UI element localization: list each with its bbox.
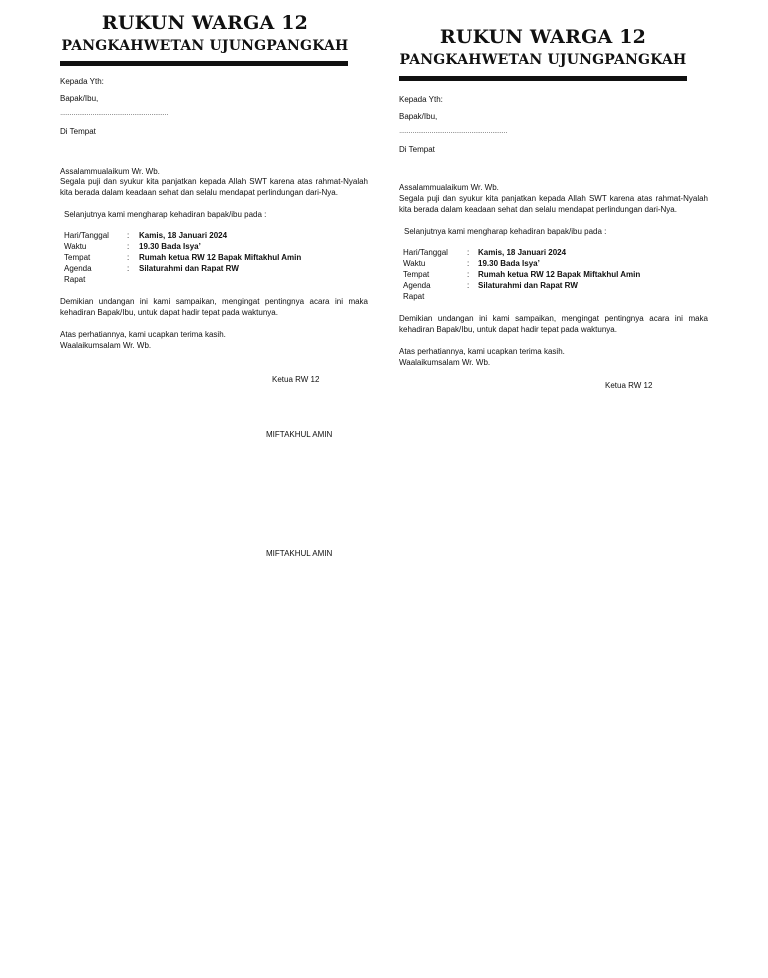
invitation-letter-right: [384, 0, 768, 978]
signer-name-duplicate: MIFTAKHUL AMIN: [266, 549, 333, 558]
detail-value: Silaturahmi dan Rapat RW: [139, 264, 239, 273]
detail-row: [64, 252, 364, 263]
letter-title-line2: PANGKAHWETAN UJUNGPANGKAH: [61, 38, 349, 54]
detail-colon: :: [127, 242, 130, 251]
detail-label: Waktu: [64, 242, 87, 251]
greeting: Assalammualaikum Wr. Wb.: [399, 183, 499, 192]
detail-value: 19.30 Bada Isya’: [478, 259, 540, 268]
recipient-dots: …………………………………………………: [60, 111, 169, 117]
invitation-text: Selanjutnya kami mengharap kehadiran bapak/ibu pada :: [64, 210, 267, 219]
detail-colon: :: [467, 248, 470, 257]
letter-title-line2: PANGKAHWETAN UJUNGPANGKAH: [399, 52, 687, 68]
closing-paragraph: Demikian undangan ini kami sampaikan, mengingat pentingnya acara ini maka kehadiran Bapak/Ibu, untuk dapat hadir tepat pada waktunya.: [60, 297, 368, 317]
detail-row: [64, 263, 364, 274]
signer-title: Ketua RW 12: [272, 375, 320, 384]
invitation-text: Selanjutnya kami mengharap kehadiran bapak/ibu pada :: [404, 227, 607, 236]
closing-paragraph: Demikian undangan ini kami sampaikan, mengingat pentingnya acara ini maka kehadiran Bapak/Ibu, untuk dapat hadir tepat pada waktunya.: [399, 314, 708, 334]
agenda-wrap: Rapat: [64, 275, 86, 284]
detail-label: Agenda: [64, 264, 92, 273]
detail-value: Kamis, 18 Januari 2024: [478, 248, 567, 257]
title-underline: [399, 76, 687, 81]
detail-colon: :: [467, 270, 470, 279]
signer-title: Ketua RW 12: [605, 381, 653, 390]
opening-paragraph: Segala puji dan syukur kita panjatkan kepada Allah SWT karena atas rahmat-Nyalah kita berada dalam keadaan sehat dan selalu mendapat perlindungan dari-Nya.: [399, 194, 708, 214]
detail-colon: :: [127, 264, 130, 273]
detail-label: Tempat: [64, 253, 91, 262]
detail-colon: :: [127, 231, 130, 240]
detail-value: Kamis, 18 Januari 2024: [139, 231, 228, 240]
title-underline: [60, 61, 348, 66]
opening-paragraph: Segala puji dan syukur kita panjatkan kepada Allah SWT karena atas rahmat-Nyalah kita berada dalam keadaan sehat dan selalu mendapat perlindungan dari-Nya.: [60, 177, 368, 197]
detail-label: Agenda: [403, 281, 431, 290]
detail-colon: :: [127, 253, 130, 262]
place: Di Tempat: [60, 127, 96, 136]
letter-title-line1: RUKUN WARGA 12: [101, 12, 309, 34]
to-label: Kepada Yth:: [60, 77, 104, 86]
agenda-wrap: Rapat: [403, 292, 425, 301]
thanks-text: Atas perhatiannya, kami ucapkan terima kasih.: [60, 330, 226, 339]
detail-colon: :: [467, 281, 470, 290]
detail-row: [64, 241, 364, 252]
farewell-text: Waalaikumsalam Wr. Wb.: [399, 358, 491, 367]
detail-label: Hari/Tanggal: [64, 231, 109, 240]
signer-name: MIFTAKHUL AMIN: [266, 430, 333, 439]
detail-value: Silaturahmi dan Rapat RW: [478, 281, 578, 290]
recipient: Bapak/Ibu,: [60, 94, 99, 103]
detail-label: Waktu: [403, 259, 426, 268]
recipient-dots: …………………………………………………: [399, 129, 508, 135]
detail-row: [403, 258, 703, 269]
detail-row: [403, 280, 703, 291]
detail-label: Hari/Tanggal: [403, 248, 448, 257]
detail-row: [403, 269, 703, 280]
detail-row: [64, 230, 364, 241]
detail-value: Rumah ketua RW 12 Bapak Miftakhul Amin: [478, 270, 641, 279]
to-label: Kepada Yth:: [399, 95, 443, 104]
letter-title-line1: RUKUN WARGA 12: [439, 26, 647, 48]
thanks-text: Atas perhatiannya, kami ucapkan terima kasih.: [399, 347, 565, 356]
detail-row: [403, 247, 703, 258]
greeting: Assalammualaikum Wr. Wb.: [60, 167, 160, 176]
recipient: Bapak/Ibu,: [399, 112, 438, 121]
detail-value: 19.30 Bada Isya’: [139, 242, 201, 251]
detail-colon: :: [467, 259, 470, 268]
detail-value: Rumah ketua RW 12 Bapak Miftakhul Amin: [139, 253, 302, 262]
detail-label: Tempat: [403, 270, 430, 279]
farewell-text: Waalaikumsalam Wr. Wb.: [60, 341, 152, 350]
place: Di Tempat: [399, 145, 435, 154]
